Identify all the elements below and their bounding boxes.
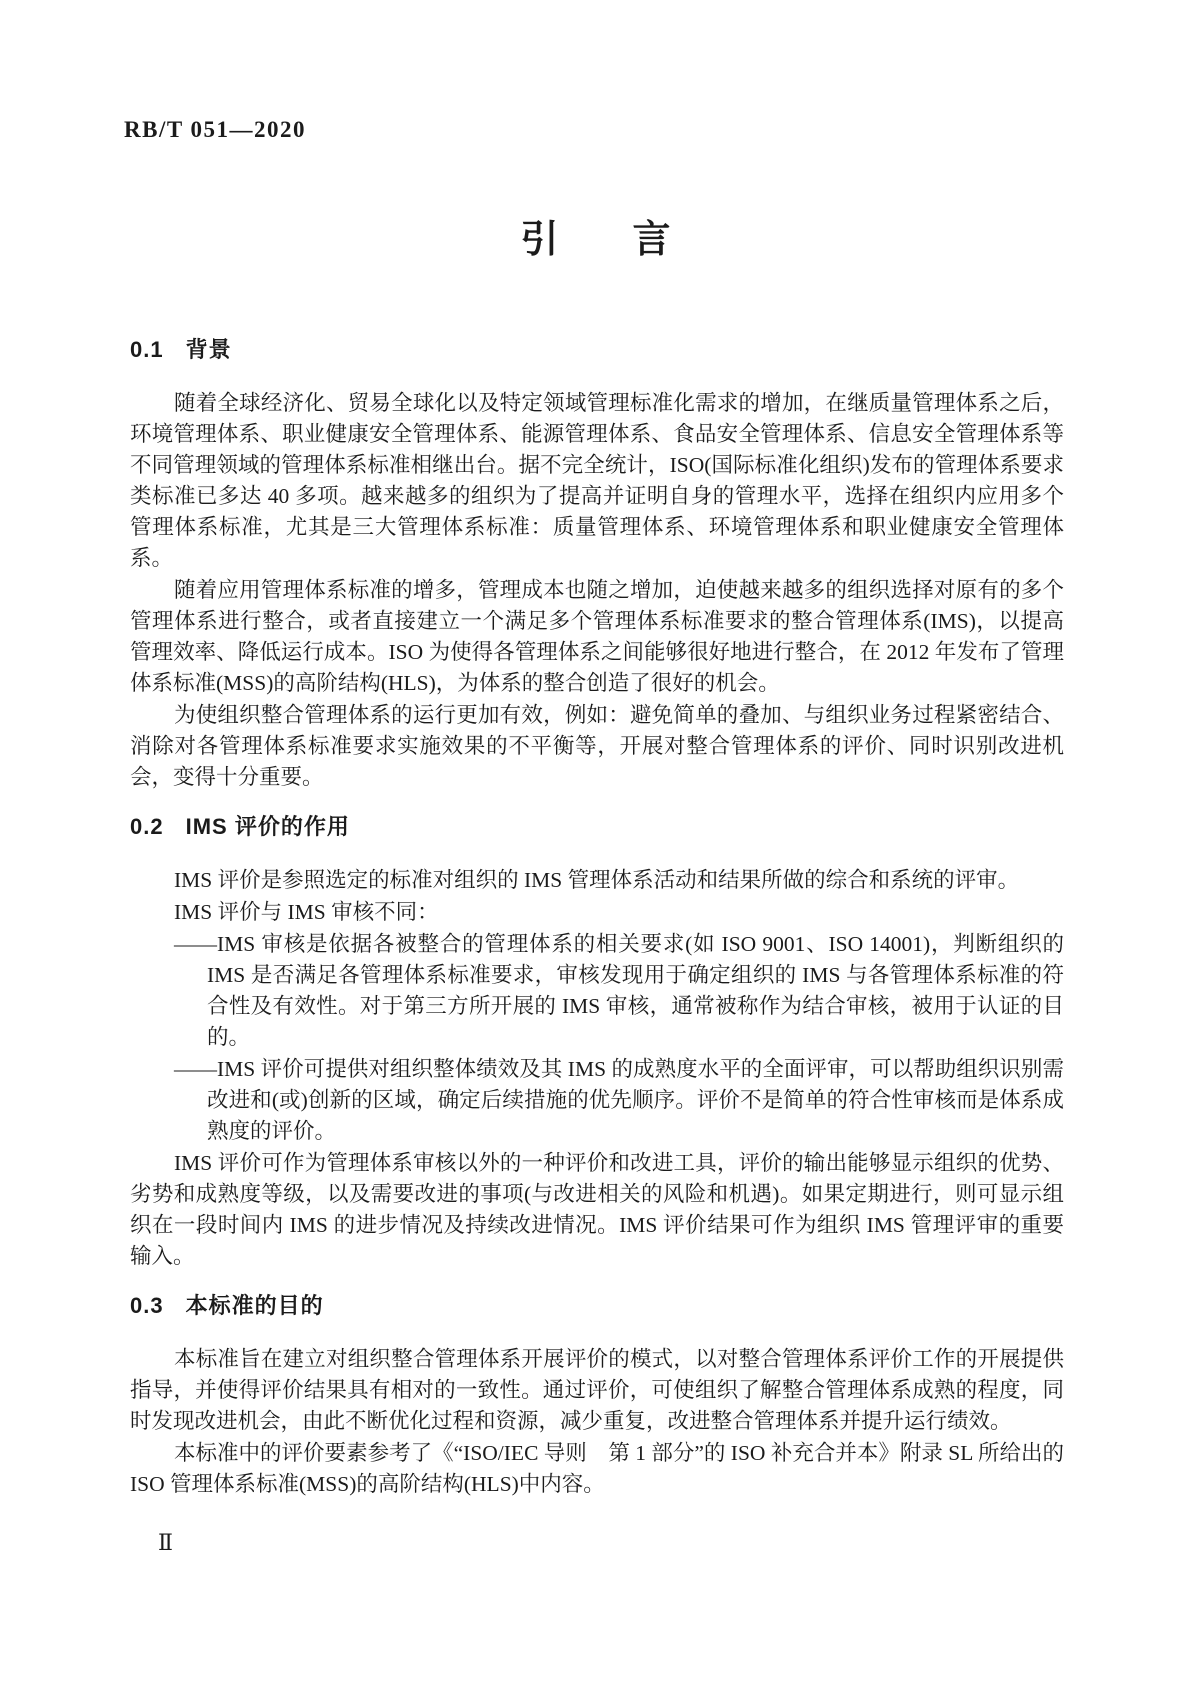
- section-title: 本标准的目的: [185, 1293, 324, 1318]
- section-heading-0-2: [130, 813, 1064, 841]
- page-title: 引言: [520, 219, 745, 261]
- section-title: IMS 评价的作用: [185, 814, 350, 839]
- paragraph: IMS 评价与 IMS 审核不同：: [174, 900, 439, 924]
- dash-list-item: ——IMS 评价可提供对组织整体绩效及其 IMS 的成熟度水平的全面评审，可以帮助组织识别需改进和(或)创新的区域，确定后续措施的优先顺序。评价不是简单的符合性审核而是体系成熟度的评价。: [174, 1057, 1064, 1143]
- standard-number: RB/T 051—2020: [124, 117, 307, 142]
- paragraph: 本标准中的评价要素参考了《“ISO/IEC 导则 第 1 部分”的 ISO 补充合并本》附录 SL 所给出的 ISO 管理体系标准(MSS)的高阶结构(HLS)中内容。: [130, 1441, 1064, 1496]
- paragraph: IMS 评价是参照选定的标准对组织的 IMS 管理体系活动和结果所做的综合和系统的评审。: [174, 868, 1020, 892]
- section-heading-0-1: [130, 336, 1064, 364]
- paragraph: 本标准旨在建立对组织整合管理体系开展评价的模式，以对整合管理体系评价工作的开展提供指导，并使得评价结果具有相对的一致性。通过评价，可使组织了解整合管理体系成熟的程度，同时发现改进机会，由此不断优化过程和资源，减少重复，改进整合管理体系并提升运行绩效。: [130, 1347, 1064, 1433]
- paragraph: 随着应用管理体系标准的增多，管理成本也随之增加，迫使越来越多的组织选择对原有的多个管理体系进行整合，或者直接建立一个满足多个管理体系标准要求的整合管理体系(IMS)，以提高管理效率、降低运行成本。ISO 为使得各管理体系之间能够很好地进行整合，在 2012 年发布了管理体系标准(MSS)的高阶结构(HLS)，为体系的整合创造了很好的机会。: [130, 578, 1064, 695]
- dash-list-item: ——IMS 审核是依据各被整合的管理体系的相关要求(如 ISO 9001、ISO 14001)，判断组织的 IMS 是否满足各管理体系标准要求，审核发现用于确定组织的 IMS 与各管理体系标准的符合性及有效性。对于第三方所开展的 IMS 审核，通常被称作为结合审核，被用于认证的目的。: [174, 932, 1064, 1049]
- section-number: 0.2: [130, 814, 164, 839]
- paragraph: 随着全球经济化、贸易全球化以及特定领域管理标准化需求的增加，在继质量管理体系之后，环境管理体系、职业健康安全管理体系、能源管理体系、食品安全管理体系、信息安全管理体系等不同管理领域的管理体系标准相继出台。据不完全统计，ISO(国际标准化组织)发布的管理体系要求类标准已多达 40 多项。越来越多的组织为了提高并证明自身的管理水平，选择在组织内应用多个管理体系标准，尤其是三大管理体系标准：质量管理体系、环境管理体系和职业健康安全管理体系。: [130, 391, 1064, 570]
- section-title: 背景: [185, 337, 232, 362]
- section-number: 0.1: [130, 337, 164, 362]
- section-number: 0.3: [130, 1293, 164, 1318]
- page-number: Ⅱ: [158, 1530, 173, 1555]
- paragraph: IMS 评价可作为管理体系审核以外的一种评价和改进工具，评价的输出能够显示组织的优势、劣势和成熟度等级，以及需要改进的事项(与改进相关的风险和机遇)。如果定期进行，则可显示组织在一段时间内 IMS 的进步情况及持续改进情况。IMS 评价结果可作为组织 IMS 管理评审的重要输入。: [130, 1151, 1064, 1268]
- section-heading-0-3: [130, 1292, 1064, 1320]
- paragraph: 为使组织整合管理体系的运行更加有效，例如：避免简单的叠加、与组织业务过程紧密结合、消除对各管理体系标准要求实施效果的不平衡等，开展对整合管理体系的评价、同时识别改进机会，变得十分重要。: [130, 703, 1064, 789]
- document-body: [130, 336, 1064, 1500]
